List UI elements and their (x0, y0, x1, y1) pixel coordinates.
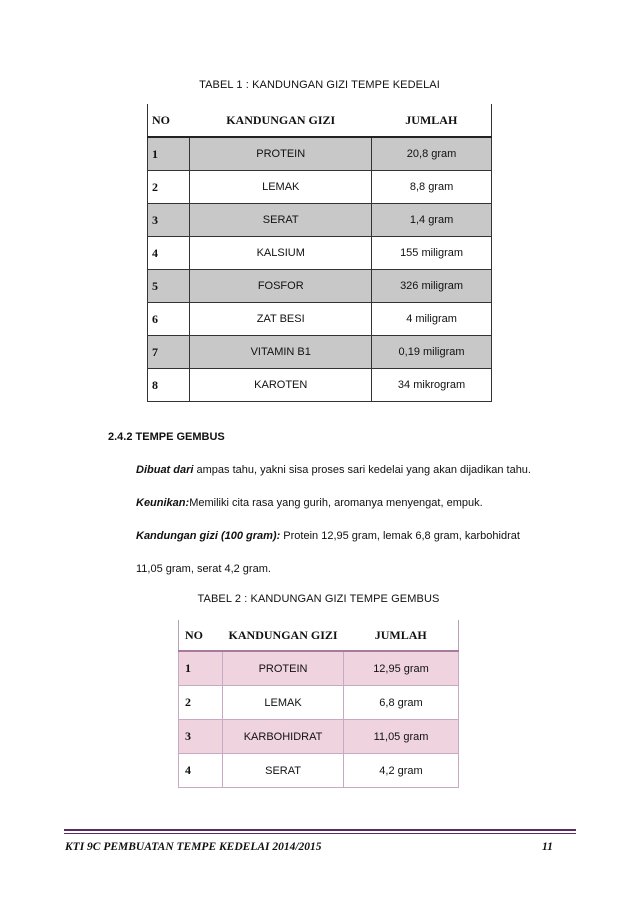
label-dibuat-dari: Dibuat dari (136, 464, 194, 476)
cell-no: 2 (148, 171, 190, 204)
table-row (179, 651, 459, 686)
cell-jumlah: 12,95 gram (344, 651, 459, 686)
table1-caption: TABEL 1 : KANDUNGAN GIZI TEMPE KEDELAI (199, 79, 440, 91)
cell-jumlah: 0,19 miligram (372, 336, 492, 369)
footer-title: KTI 9C PEMBUATAN TEMPE KEDELAI 2014/2015 (65, 841, 322, 853)
table-row (148, 171, 492, 204)
table2-caption: TABEL 2 : KANDUNGAN GIZI TEMPE GEMBUS (197, 593, 440, 605)
text-dibuat-dari: ampas tahu, yakni sisa proses sari kedelai yang akan dijadikan tahu. (193, 464, 531, 476)
column-header-kandungan-gizi: KANDUNGAN GIZI (223, 620, 344, 651)
cell-kandungan: KAROTEN (190, 369, 372, 402)
cell-jumlah: 1,4 gram (372, 204, 492, 237)
cell-kandungan: KARBOHIDRAT (223, 720, 344, 754)
table-header-row (179, 620, 459, 651)
cell-kandungan: LEMAK (223, 686, 344, 720)
text-keunikan: Memiliki cita rasa yang gurih, aromanya menyengat, empuk. (189, 497, 483, 509)
cell-kandungan: ZAT BESI (190, 303, 372, 336)
footer-rule-thin (64, 833, 576, 834)
paragraph-kandungan-gizi-cont: 11,05 gram, serat 4,2 gram. (136, 563, 271, 575)
table-row (179, 686, 459, 720)
page-number: 11 (542, 841, 553, 853)
cell-no: 7 (148, 336, 190, 369)
cell-kandungan: FOSFOR (190, 270, 372, 303)
cell-no: 4 (148, 237, 190, 270)
table-row (148, 270, 492, 303)
text-kandungan-gizi: Protein 12,95 gram, lemak 6,8 gram, karbohidrat (280, 530, 520, 542)
cell-jumlah: 8,8 gram (372, 171, 492, 204)
cell-kandungan: PROTEIN (190, 137, 372, 171)
section-heading: 2.4.2 TEMPE GEMBUS (108, 431, 225, 443)
cell-no: 8 (148, 369, 190, 402)
cell-jumlah: 155 miligram (372, 237, 492, 270)
column-header-kandungan-gizi: KANDUNGAN GIZI (190, 104, 372, 137)
table-row (148, 369, 492, 402)
cell-kandungan: SERAT (190, 204, 372, 237)
cell-jumlah: 20,8 gram (372, 137, 492, 171)
cell-no: 1 (148, 137, 190, 171)
cell-no: 3 (148, 204, 190, 237)
column-header-jumlah: JUMLAH (344, 620, 459, 651)
table-row (148, 237, 492, 270)
paragraph-kandungan-gizi (136, 530, 520, 542)
label-keunikan: Keunikan: (136, 497, 190, 509)
column-header-jumlah: JUMLAH (372, 104, 492, 137)
cell-kandungan: PROTEIN (223, 651, 344, 686)
table-row (179, 754, 459, 788)
cell-kandungan: SERAT (223, 754, 344, 788)
nutrition-table-tempe-gembus (178, 620, 459, 788)
cell-kandungan: VITAMIN B1 (190, 336, 372, 369)
table-header-row (148, 104, 492, 137)
cell-no: 3 (179, 720, 223, 754)
cell-jumlah: 34 mikrogram (372, 369, 492, 402)
label-kandungan-gizi: Kandungan gizi (100 gram): (136, 530, 281, 542)
cell-jumlah: 6,8 gram (344, 686, 459, 720)
cell-jumlah: 4 miligram (372, 303, 492, 336)
paragraph-dibuat-dari (136, 464, 531, 476)
cell-no: 6 (148, 303, 190, 336)
table-row (148, 336, 492, 369)
cell-jumlah: 4,2 gram (344, 754, 459, 788)
table-row (148, 137, 492, 171)
cell-no: 1 (179, 651, 223, 686)
nutrition-table-tempe-kedelai (147, 104, 492, 402)
cell-kandungan: KALSIUM (190, 237, 372, 270)
cell-kandungan: LEMAK (190, 171, 372, 204)
cell-no: 4 (179, 754, 223, 788)
table-row (148, 204, 492, 237)
table-row (179, 720, 459, 754)
column-header-no: NO (179, 620, 223, 651)
cell-jumlah: 326 miligram (372, 270, 492, 303)
cell-jumlah: 11,05 gram (344, 720, 459, 754)
paragraph-keunikan (136, 497, 483, 509)
table-row (148, 303, 492, 336)
cell-no: 2 (179, 686, 223, 720)
column-header-no: NO (148, 104, 190, 137)
cell-no: 5 (148, 270, 190, 303)
footer-rule-thick (64, 829, 576, 831)
